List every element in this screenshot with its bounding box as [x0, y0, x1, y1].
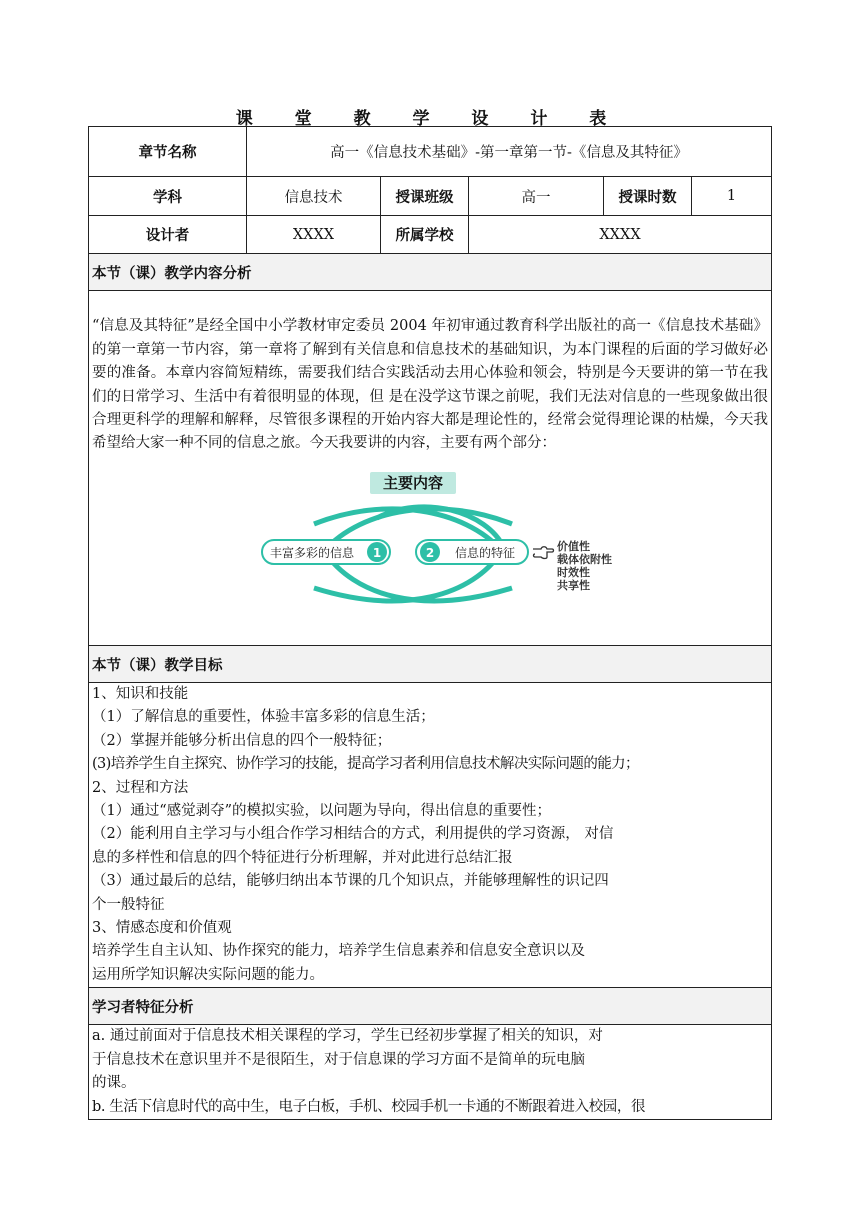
content-analysis-cell — [89, 291, 772, 646]
diagram-title: 主要内容 — [382, 473, 444, 492]
lesson-design-table — [88, 126, 772, 1120]
objective-line: (3)培养学生自主探究、协作学习的技能，提高学习者利用信息技术解决实际问题的能力； — [92, 756, 639, 773]
objective-line: 个一般特征 — [92, 896, 165, 913]
learner-analysis-cell — [89, 1025, 772, 1120]
objective-line: 1、知识和技能 — [92, 686, 189, 702]
objective-line: （1）了解信息的重要性，体验丰富多彩的信息生活； — [92, 709, 435, 726]
part1-label: 丰富多彩的信息 — [269, 545, 355, 560]
subject-value: 信息技术 — [247, 177, 381, 216]
school-label: 所属学校 — [381, 216, 469, 254]
class-label: 授课班级 — [381, 177, 469, 216]
hours-value: 1 — [692, 177, 772, 216]
objective-line: （2）掌握并能够分析出信息的四个一般特征； — [92, 732, 392, 749]
feature-item: 时效性 — [557, 565, 590, 579]
chapter-label: 章节名称 — [89, 127, 247, 177]
objective-line: 2、过程和方法 — [92, 779, 189, 796]
pointing-hand-icon — [533, 546, 554, 558]
part1-number: 1 — [372, 545, 382, 560]
part2-number: 2 — [425, 545, 435, 560]
content-analysis-paragraph: “信息及其特征”是经全国中小学教材审定委员 2004 年初审通过教育科学出版社的高一《信息技术基础》的第一章第一节内容，第一章将了解到有关信息和信息技术的基础知识，为本门课程的后面的学习做好必要的准备。本章内容简短精练，需要我们结合实践活动去用心体验和领会，特别是今天要讲的第一节在我们的日常学习、生活中有着很明显的体现，但 是在没学这节课之前呢，我们无法对信息的一些现象做出很合理更科学的理解和解释，尽管很多课程的开始内容大都是理论性的，经常会觉得理论课的枯燥，今天我希望给大家一种不同的信息之旅。今天我要讲的内容，主要有两个部分： — [92, 318, 769, 452]
feature-item: 共享性 — [557, 578, 590, 592]
learner-line: b. 生活下信息时代的高中生，电子白板，手机、校园手机一卡通的不断跟着进入校园，很 — [92, 1098, 646, 1115]
hours-label: 授课时数 — [604, 177, 692, 216]
school-value: XXXX — [469, 216, 772, 254]
learner-analysis-heading: 学习者特征分析 — [89, 988, 772, 1025]
designer-value: XXXX — [247, 216, 381, 254]
objectives-heading: 本节（课）教学目标 — [89, 646, 772, 683]
designer-label: 设计者 — [89, 216, 247, 254]
learner-line: 的课。 — [92, 1075, 136, 1092]
class-value: 高一 — [469, 177, 604, 216]
chapter-value: 高一《信息技术基础》-第一章第一节-《信息及其特征》 — [247, 127, 772, 177]
learner-line: 于信息技术在意识里并不是很陌生，对于信息课的学习方面不是简单的玩电脑 — [92, 1051, 585, 1068]
objective-line: 运用所学知识解决实际问题的能力。 — [92, 966, 324, 983]
content-analysis-heading: 本节（课）教学内容分析 — [89, 254, 772, 291]
objectives-cell — [89, 683, 772, 988]
learner-line: a. 通过前面对于信息技术相关课程的学习，学生已经初步掌握了相关的知识，对 — [92, 1028, 603, 1045]
objective-line: 息的多样性和信息的四个特征进行分析理解，并对此进行总结汇报 — [92, 849, 513, 866]
part2-label: 信息的特征 — [454, 545, 516, 560]
page-title: 课 堂 教 学 设 计 表 — [235, 109, 625, 129]
objective-line: （1）通过“感觉剥夺”的模拟实验，以问题为导向，得出信息的重要性； — [92, 803, 552, 820]
objective-line: （2）能利用自主学习与小组合作学习相结合的方式，利用提供的学习资源， 对信 — [92, 826, 614, 843]
objective-line: （3）通过最后的总结，能够归纳出本节课的几个知识点，并能够理解性的识记四 — [92, 873, 609, 890]
objective-line: 培养学生自主认知、协作探究的能力，培养学生信息素养和信息安全意识以及 — [92, 943, 585, 960]
feature-item: 价值性 — [557, 539, 590, 553]
subject-label: 学科 — [89, 177, 247, 216]
main-content-diagram — [92, 456, 768, 621]
feature-item: 载体依附性 — [557, 552, 612, 566]
objective-line: 3、情感态度和价值观 — [92, 920, 232, 937]
